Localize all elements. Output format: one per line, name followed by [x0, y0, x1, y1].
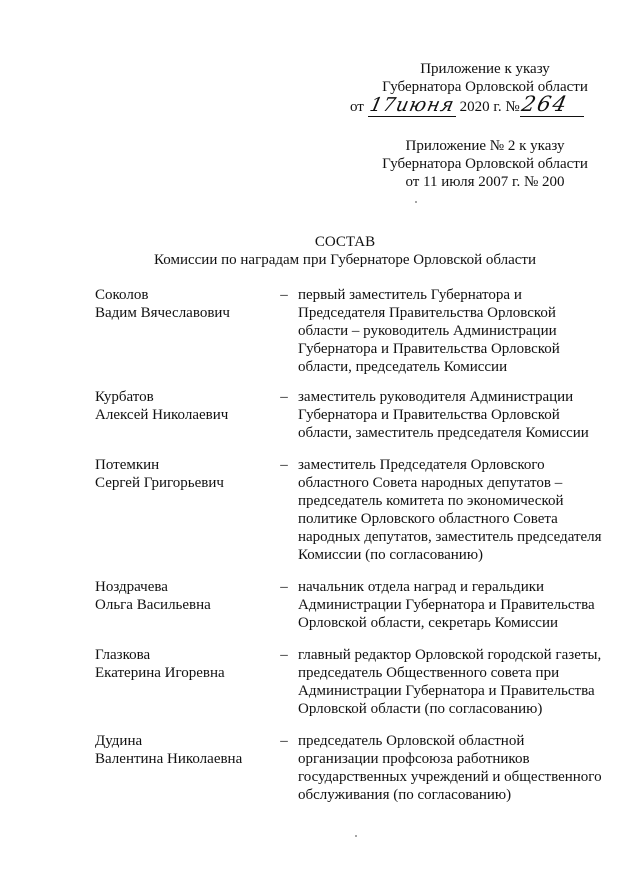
member-given-name: Екатерина Игоревна [95, 665, 225, 681]
role-line: государственных учреждений и общественного [298, 769, 602, 785]
role-line: главный редактор Орловской городской газеты, [298, 647, 602, 663]
dash-separator: – [280, 733, 288, 749]
member-given-name: Алексей Николаевич [95, 407, 229, 423]
role-line: начальник отдела наград и геральдики [298, 579, 545, 595]
role-line: председатель Общественного совета при [298, 665, 560, 681]
role-line: области, заместитель председателя Комиссии [298, 425, 589, 441]
role-line: областного Совета народных депутатов – [298, 475, 563, 491]
dash-separator: – [280, 457, 288, 473]
member-name [95, 456, 275, 492]
role-line: Председателя Правительства Орловской [298, 305, 556, 321]
role-line: первый заместитель Губернатора и [298, 287, 522, 303]
title-subheading: Комиссии по наградам при Губернаторе Орловской области [154, 252, 536, 268]
appendix-line-2: Губернатора Орловской области [382, 79, 588, 95]
member-role [298, 286, 613, 376]
member-role [298, 456, 613, 564]
scan-speck [355, 835, 357, 837]
member-surname: Глазкова [95, 647, 151, 663]
dash-separator: – [280, 389, 288, 405]
role-line: Губернатора и Правительства Орловской [298, 341, 560, 357]
appendix2-block [340, 137, 630, 191]
member-name [95, 578, 275, 614]
handwritten-date: 17июня [367, 94, 457, 116]
scan-speck [415, 201, 417, 203]
appendix-year-number: 2020 г. № [459, 99, 520, 115]
role-line: области – руководитель Администрации [298, 323, 557, 339]
role-line: председатель комитета по экономической [298, 493, 564, 509]
dash-separator: – [280, 287, 288, 303]
member-given-name: Сергей Григорьевич [95, 475, 224, 491]
member-given-name: Ольга Васильевна [95, 597, 211, 613]
appendix-block [340, 60, 630, 117]
role-line: Администрации Губернатора и Правительства [298, 683, 595, 699]
appendix2-line-1: Приложение № 2 к указу [405, 138, 565, 154]
appendix-line-1: Приложение к указу [420, 61, 550, 77]
role-line: Орловской области, секретарь Комиссии [298, 615, 559, 631]
dash-separator: – [280, 647, 288, 663]
member-surname: Потемкин [95, 457, 160, 473]
member-name [95, 646, 275, 682]
handwritten-number-field [519, 92, 584, 117]
document-title [0, 233, 639, 269]
role-line: Губернатора и Правительства Орловской [298, 407, 560, 423]
member-role [298, 388, 613, 442]
handwritten-number: 264 [519, 92, 571, 116]
member-role [298, 646, 613, 718]
appendix-date-line [340, 92, 630, 117]
role-line: области, председатель Комиссии [298, 359, 508, 375]
member-role [298, 732, 613, 804]
role-line: организации профсоюза работников [298, 751, 530, 767]
handwritten-date-field [367, 94, 457, 117]
member-given-name: Вадим Вячеславович [95, 305, 230, 321]
member-surname: Соколов [95, 287, 149, 303]
appendix2-line-2: Губернатора Орловской области [382, 156, 588, 172]
title-heading: СОСТАВ [314, 234, 376, 250]
role-line: Администрации Губернатора и Правительства [298, 597, 595, 613]
role-line: заместитель руководителя Администрации [298, 389, 574, 405]
role-line: обслуживания (по согласованию) [298, 787, 512, 803]
member-name [95, 732, 275, 768]
role-line: заместитель Председателя Орловского [298, 457, 545, 473]
appendix2-line-3: от 11 июля 2007 г. № 200 [405, 174, 565, 190]
role-line: Комиссии (по согласованию) [298, 547, 484, 563]
role-line: Орловской области (по согласованию) [298, 701, 543, 717]
member-role [298, 578, 613, 632]
role-line: политике Орловского областного Совета [298, 511, 558, 527]
member-name [95, 388, 275, 424]
member-name [95, 286, 275, 322]
role-line: председатель Орловской областной [298, 733, 525, 749]
member-surname: Ноздрачева [95, 579, 168, 595]
member-surname: Курбатов [95, 389, 154, 405]
appendix-from-prefix: от [350, 99, 364, 115]
member-given-name: Валентина Николаевна [95, 751, 243, 767]
dash-separator: – [280, 579, 288, 595]
member-surname: Дудина [95, 733, 143, 749]
role-line: народных депутатов, заместитель председателя [298, 529, 602, 545]
